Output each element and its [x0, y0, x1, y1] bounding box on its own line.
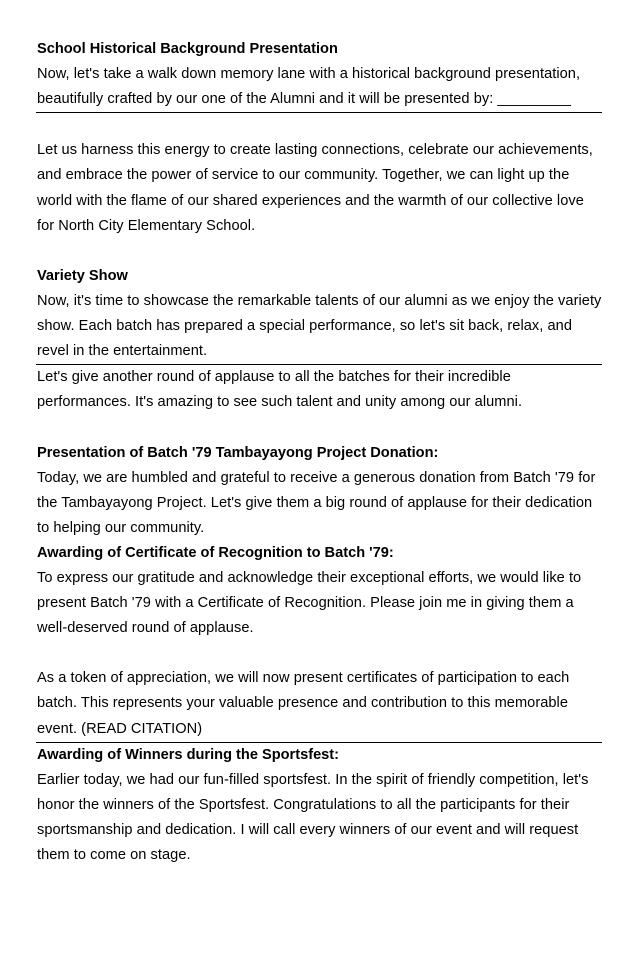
spacer — [37, 113, 602, 138]
donation-heading: Presentation of Batch '79 Tambayayong Project Donation: — [37, 444, 439, 461]
history-intro: Now, let's take a walk down memory lane with a historical background presentation, beautifully crafted by our one of the Alumni and it will be presented by: _________ — [37, 66, 581, 108]
certificate-paragraph: To express our gratitude and acknowledge their exceptional efforts, we would like to present Batch '79 with a Certificate of Recognition. Please join me in giving them a well-deserved round of applause. — [37, 569, 582, 637]
certificate-heading: Awarding of Certificate of Recognition to Batch '79: — [37, 544, 394, 561]
applause-paragraph: Let's give another round of applause to all the batches for their incredible performances. It's amazing to see such talent and unity among our alumni. — [37, 369, 523, 411]
variety-heading: Variety Show — [37, 267, 128, 284]
participation-paragraph: As a token of appreciation, we will now present certificates of participation to each batch. This represents your valuable presence and contribution to this memorable event. (READ CITATION) — [37, 670, 570, 737]
sportsfest-heading: Awarding of Winners during the Sportsfest: — [37, 746, 340, 763]
sportsfest-paragraph: Earlier today, we had our fun-filled sportsfest. In the spirit of friendly competition, let's honor the winners of the Sportsfest. Congratulations to all the participants for their sportsmanship and dedication. I will call every winners of our event and will request them to come on stage. — [37, 771, 589, 863]
spacer — [37, 641, 602, 666]
variety-intro: Now, it's time to showcase the remarkable talents of our alumni as we enjoy the variety show. Each batch has prepared a special performance, so let's sit back, relax, and revel in the entertainment. — [37, 292, 602, 360]
spacer — [37, 239, 602, 264]
donation-paragraph: Today, we are humbled and grateful to receive a generous donation from Batch '79 for the Tambayayong Project. Let's give them a big round of applause for their dedication to helping our community. — [37, 469, 596, 536]
spacer — [37, 415, 602, 440]
harness-paragraph: Let us harness this energy to create lasting connections, celebrate our achievements, and embrace the power of service to our community. Together, we can light up the world with the flame of our shared experiences and the warmth of our collective love for North City Elementary School. — [37, 142, 593, 234]
history-heading: School Historical Background Presentation — [37, 41, 338, 57]
